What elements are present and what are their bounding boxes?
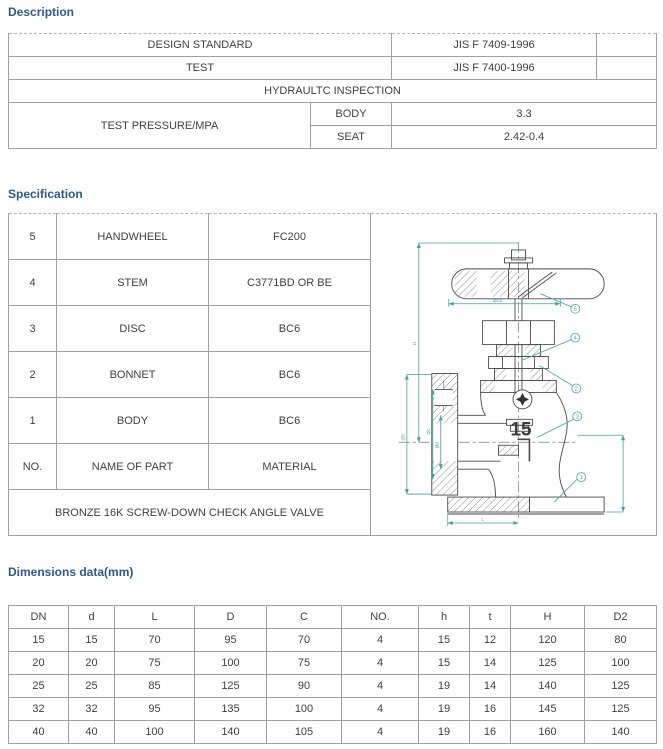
specification-heading: Specification <box>8 187 83 201</box>
table-row <box>9 57 657 80</box>
table-row <box>9 34 657 57</box>
column-header: t <box>470 606 511 629</box>
valve-technical-drawing <box>371 214 657 536</box>
dims-data-row <box>9 721 657 744</box>
table-cell: 19 <box>419 675 470 698</box>
empty-cell <box>597 34 657 57</box>
table-cell: 125 <box>195 675 267 698</box>
part-no: 4 <box>9 260 57 306</box>
table-cell: 20 <box>69 652 115 675</box>
part-material: BC6 <box>209 398 371 444</box>
table-cell: 40 <box>69 721 115 744</box>
part-no: 1 <box>9 398 57 444</box>
table-cell: 70 <box>115 629 195 652</box>
table-cell: 4 <box>342 629 419 652</box>
dim-label-flange-od: ØD <box>400 433 406 441</box>
seat-pressure-value: 2.42-0.4 <box>392 126 657 149</box>
callout-number-bonnet: 2 <box>574 386 578 393</box>
hydraulic-inspection-header: HYDRAULTC INSPECTION <box>9 80 657 103</box>
part-name: HANDWHEEL <box>57 214 209 260</box>
dim-label-height: H <box>411 341 417 346</box>
dim-label-length: L <box>481 516 484 522</box>
column-header: L <box>115 606 195 629</box>
table-cell: 95 <box>115 698 195 721</box>
table-cell: 75 <box>267 652 342 675</box>
table-row <box>9 103 657 126</box>
empty-cell <box>597 57 657 80</box>
table-cell: 4 <box>342 721 419 744</box>
column-header-material: MATERIAL <box>209 444 371 490</box>
table-cell: 100 <box>195 652 267 675</box>
table-cell: 32 <box>9 698 69 721</box>
design-standard-label: DESIGN STANDARD <box>9 34 392 57</box>
design-standard-value: JIS F 7409-1996 <box>392 34 597 57</box>
column-header: C <box>267 606 342 629</box>
part-material: C3771BD OR BE <box>209 260 371 306</box>
part-name: BODY <box>57 398 209 444</box>
test-pressure-label: TEST PRESSURE/MPA <box>9 103 311 149</box>
part-name: DISC <box>57 306 209 352</box>
table-cell: 100 <box>585 652 657 675</box>
part-name: STEM <box>57 260 209 306</box>
table-cell: 19 <box>419 698 470 721</box>
table-cell: 19 <box>419 721 470 744</box>
part-name: BONNET <box>57 352 209 398</box>
callout-number-handwheel: 5 <box>573 306 577 313</box>
part-no: 3 <box>9 306 57 352</box>
body-label: BODY <box>311 103 392 126</box>
dims-data-row <box>9 698 657 721</box>
callout-balloons <box>571 304 586 481</box>
section-hatching <box>432 271 557 512</box>
column-header: DN <box>9 606 69 629</box>
table-cell: 160 <box>511 721 585 744</box>
table-cell: 140 <box>195 721 267 744</box>
column-header-no: NO. <box>9 444 57 490</box>
column-header: d <box>69 606 115 629</box>
table-cell: 100 <box>267 698 342 721</box>
part-material: BC6 <box>209 306 371 352</box>
table-cell: 15 <box>419 629 470 652</box>
table-cell: 40 <box>9 721 69 744</box>
description-heading: Description <box>8 5 75 19</box>
test-label: TEST <box>9 57 392 80</box>
test-value: JIS F 7400-1996 <box>392 57 597 80</box>
dim-label-wheel: ØD2 <box>492 297 503 303</box>
angle-valve-drawing <box>371 214 656 535</box>
table-cell: 140 <box>585 721 657 744</box>
dim-label-bolt-circle: ØC <box>425 427 431 435</box>
table-cell: 4 <box>342 675 419 698</box>
table-cell: 135 <box>195 698 267 721</box>
dims-data-row <box>9 629 657 652</box>
table-cell: 16 <box>470 698 511 721</box>
table-cell: 15 <box>419 652 470 675</box>
table-cell: 95 <box>195 629 267 652</box>
product-title: BRONZE 16K SCREW-DOWN CHECK ANGLE VALVE <box>9 490 371 536</box>
seat-label: SEAT <box>311 126 392 149</box>
table-row <box>9 80 657 103</box>
callout-number-stem: 4 <box>573 335 577 342</box>
table-cell: 16 <box>470 721 511 744</box>
table-cell: 125 <box>585 698 657 721</box>
part-material: FC200 <box>209 214 371 260</box>
column-header: D <box>195 606 267 629</box>
description-table <box>8 33 657 149</box>
table-cell: 100 <box>115 721 195 744</box>
table-row <box>9 214 657 260</box>
dims-header-row <box>9 606 657 629</box>
dimensions-heading: Dimensions data(mm) <box>8 565 134 579</box>
specification-table <box>8 213 657 536</box>
dimensions-table <box>8 605 657 744</box>
table-cell: 125 <box>585 675 657 698</box>
table-cell: 105 <box>267 721 342 744</box>
table-cell: 14 <box>470 652 511 675</box>
callout-number-disc: 3 <box>575 414 579 421</box>
size-marking-15: 15 <box>510 419 532 441</box>
table-cell: 145 <box>511 698 585 721</box>
dim-label-bore: Ød <box>434 442 440 449</box>
dims-data-row <box>9 675 657 698</box>
table-cell: 120 <box>511 629 585 652</box>
column-header: h <box>419 606 470 629</box>
table-cell: 4 <box>342 652 419 675</box>
table-cell: 70 <box>267 629 342 652</box>
body-pressure-value: 3.3 <box>392 103 657 126</box>
table-cell: 75 <box>115 652 195 675</box>
table-cell: 20 <box>9 652 69 675</box>
callout-number-body: 1 <box>579 475 583 482</box>
table-cell: 125 <box>511 652 585 675</box>
table-cell: 140 <box>511 675 585 698</box>
table-cell: 15 <box>9 629 69 652</box>
column-header: H <box>511 606 585 629</box>
table-cell: 15 <box>69 629 115 652</box>
column-header: NO. <box>342 606 419 629</box>
table-cell: 4 <box>342 698 419 721</box>
table-cell: 85 <box>115 675 195 698</box>
part-material: BC6 <box>209 352 371 398</box>
column-header-name: NAME OF PART <box>57 444 209 490</box>
table-cell: 90 <box>267 675 342 698</box>
table-cell: 80 <box>585 629 657 652</box>
table-cell: 14 <box>470 675 511 698</box>
column-header: D2 <box>585 606 657 629</box>
table-cell: 32 <box>69 698 115 721</box>
part-no: 5 <box>9 214 57 260</box>
table-cell: 25 <box>9 675 69 698</box>
part-no: 2 <box>9 352 57 398</box>
table-cell: 25 <box>69 675 115 698</box>
table-cell: 12 <box>470 629 511 652</box>
dims-data-row <box>9 652 657 675</box>
